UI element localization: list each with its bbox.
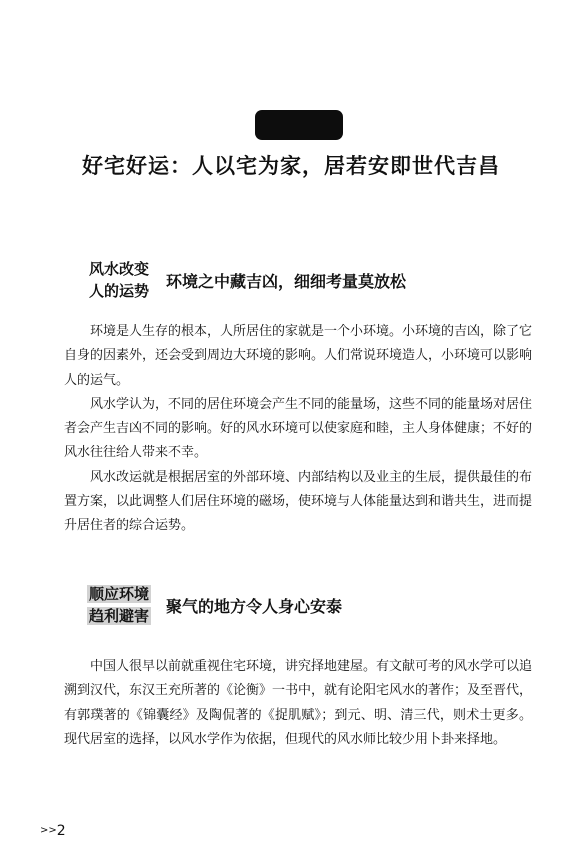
section-heading-2 (78, 583, 538, 631)
section-subtitle-2: 聚气的地方令人身心安泰 (166, 597, 343, 616)
paragraph: 风水改运就是根据居室的外部环境、内部结构以及业主的生辰，提供最佳的布置方案，以此调整人们居住环境的磁场，使环境与人体能量达到和谐共生，进而提升居住者的综合运势。 (64, 469, 533, 534)
section-subtitle-1: 环境之中藏吉凶，细细考量莫放松 (166, 272, 407, 291)
section-body-2 (64, 655, 532, 752)
chapter-tab-marker (255, 110, 343, 140)
section-badge-1 (78, 258, 160, 302)
paragraph: 风水学认为，不同的居住环境会产生不同的能量场，这些不同的能量场对居住者会产生吉凶不同的影响。好的风水环境可以使家庭和睦，主人身体健康；不好的风水往往给人带来不幸。 (64, 396, 533, 461)
section-badge-line-1: 风水改变 (88, 260, 149, 278)
section-badge-line-2: 人的运势 (88, 282, 149, 300)
section-heading-1 (78, 258, 538, 306)
section-badge-line-1: 顺应环境 (88, 585, 149, 603)
page-number-prefix: >> (40, 825, 57, 836)
page-number (40, 823, 66, 839)
section-badge-2 (78, 583, 160, 627)
section-badge-line-2: 趋利避害 (88, 607, 149, 625)
section-body-1 (64, 320, 532, 539)
paragraph: 环境是人生存的根本，人所居住的家就是一个小环境。小环境的吉凶，除了它自身的因素外，还会受到周边大环境的影响。人们常说环境造人，小环境可以影响人的运气。 (64, 324, 533, 388)
page-number-value: 2 (56, 823, 66, 839)
paragraph: 中国人很早以前就重视住宅环境，讲究择地建屋。有文献可考的风水学可以追溯到汉代，东汉王充所著的《论衡》一书中，就有论阳宅风水的著作；及至晋代，有郭璞著的《锦囊经》及陶侃著的《捉肌赋》；到元、明、清三代，则术士更多。现代居室的选择，以风水学作为依据，但现代的风水师比较少用卜卦来择地。 (64, 659, 533, 747)
chapter-title: 好宅好运：人以宅为家，居若安即世代吉昌 (82, 153, 500, 178)
